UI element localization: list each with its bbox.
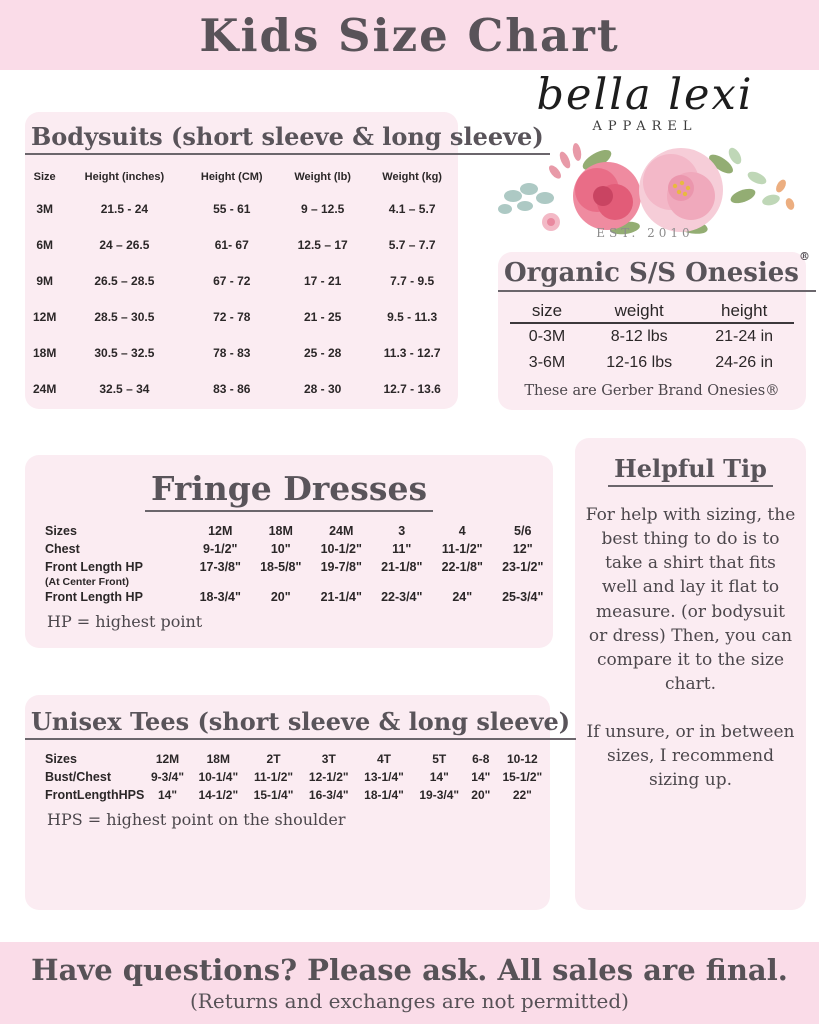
bodysuits-title: Bodysuits (short sleeve & long sleeve) [25, 122, 550, 155]
table-cell: 5.7 – 7.7 [388, 238, 436, 252]
table-cell: 12M [208, 524, 233, 538]
table-cell: 28.5 – 30.5 [94, 310, 155, 324]
table-cell [493, 576, 554, 588]
table-cell: 3 [398, 524, 406, 538]
table-cell: 6M [36, 238, 53, 252]
table-cell: 28 - 30 [303, 382, 342, 396]
table-cell: 10-1/2" [320, 542, 362, 556]
table-cell: 17-3/8" [199, 560, 241, 574]
onesies-header-row [510, 300, 793, 323]
tees-note: HPS = highest point on the shoulder [47, 810, 346, 829]
table-row [25, 522, 553, 540]
table-cell: 24M [329, 524, 354, 538]
table-cell: 9-3/4" [150, 770, 185, 784]
table-cell: 0-3M [528, 328, 566, 345]
table-cell: 5/6 [514, 524, 532, 538]
table-cell [190, 576, 251, 588]
watercolor-flowers-illustration [485, 134, 805, 238]
table-cell: 12" [512, 542, 533, 556]
tees-table-body [25, 750, 550, 804]
table-cell: 11" [392, 542, 412, 556]
table-cell: 12-16 lbs [606, 354, 673, 371]
table-cell: 10-12 [507, 752, 538, 766]
bodysuits-column-header: Weight (lb) [294, 171, 351, 183]
table-row [510, 350, 793, 376]
table-row [25, 558, 553, 576]
table-cell: 24 – 26.5 [99, 238, 150, 252]
table-cell: 15-1/2" [502, 770, 543, 784]
table-cell: 21-1/4" [320, 590, 362, 604]
table-row [25, 371, 458, 407]
table-cell: 12.7 - 13.6 [383, 382, 441, 396]
table-cell: 55 - 61 [213, 202, 251, 216]
table-cell: 10" [270, 542, 291, 556]
table-cell: 11-1/2" [254, 770, 294, 784]
table-cell [311, 576, 372, 588]
table-cell: 18-5/8" [260, 560, 302, 574]
brand-subtitle: APPAREL [592, 119, 698, 134]
table-cell: 9-1/2" [203, 542, 238, 556]
table-row [510, 323, 793, 350]
title-banner [0, 0, 819, 70]
table-cell: 12M [33, 310, 57, 324]
table-row [25, 768, 550, 786]
fringe-note: HP = highest point [47, 612, 203, 631]
onesies-note: These are Gerber Brand Onesies® [524, 383, 780, 399]
table-row [25, 191, 458, 227]
bodysuits-column-header: Height (inches) [84, 171, 165, 183]
row-label: FrontLengthHPS [45, 788, 145, 802]
flowers-icon [485, 134, 805, 238]
table-cell: 14" [157, 788, 178, 802]
table-cell: 18M [206, 752, 230, 766]
tees-title: Unisex Tees (short sleeve & long sleeve) [25, 707, 576, 740]
table-row [25, 786, 550, 804]
tees-table [25, 750, 550, 804]
footer-line-1: Have questions? Please ask. All sales are final. [31, 953, 788, 987]
onesies-panel [498, 250, 810, 410]
brand-name: bella lexi [536, 70, 754, 120]
brand-established: EST. 2010 [596, 226, 694, 240]
helpful-tip-paragraph-1: For help with sizing, the best thing to do is to take a shirt that fits well and lay it flat to measure. (or bodysuit or dress) Then, you can compare it to the size chart. [585, 505, 796, 694]
table-row [25, 335, 458, 371]
fringe-dresses-panel [25, 455, 553, 648]
onesies-title [498, 250, 816, 292]
row-label: Front Length HP [45, 590, 143, 604]
table-cell: 11.3 - 12.7 [383, 346, 441, 360]
table-cell: 14" [471, 770, 491, 784]
table-cell: 18-1/4" [364, 788, 404, 802]
row-label: Chest [45, 542, 80, 556]
table-cell: 19-7/8" [320, 560, 362, 574]
table-cell: 2T [266, 752, 281, 766]
table-cell: 3T [321, 752, 336, 766]
table-cell: 14" [429, 770, 449, 784]
table-cell: 67 - 72 [213, 274, 251, 288]
table-cell: 10-1/4" [198, 770, 239, 784]
table-cell: 5T [432, 752, 447, 766]
table-cell: 11-1/2" [441, 542, 483, 556]
table-cell: 24M [33, 382, 57, 396]
bodysuits-table-body [25, 191, 458, 407]
table-cell: 72 - 78 [213, 310, 251, 324]
table-cell: 30.5 – 32.5 [94, 346, 155, 360]
table-cell: 3-6M [528, 354, 566, 371]
onesies-column-header: size [510, 300, 583, 323]
helpful-tip-title: Helpful Tip [608, 454, 773, 487]
bodysuits-column-header: Weight (kg) [382, 171, 442, 183]
bodysuits-panel [25, 112, 544, 409]
fringe-table-body [25, 522, 553, 606]
row-label: Bust/Chest [45, 770, 111, 784]
table-cell [251, 576, 312, 588]
table-row [25, 299, 458, 335]
onesies-column-header: height [695, 300, 794, 323]
bodysuits-table [25, 163, 458, 407]
helpful-tip-paragraph-2: If unsure, or in between sizes, I recommend sizing up. [586, 722, 795, 791]
table-cell: 16-3/4" [308, 788, 349, 802]
table-cell: 22-1/8" [441, 560, 483, 574]
bodysuits-column-header: Size [33, 171, 56, 183]
table-cell: 21.5 - 24 [100, 202, 149, 216]
table-cell: 24" [452, 590, 473, 604]
bodysuits-header-row [25, 163, 458, 191]
table-cell: 25-3/4" [502, 590, 544, 604]
registered-trademark-symbol: ® [798, 250, 810, 263]
table-row [25, 540, 553, 558]
table-cell: 21 - 25 [303, 310, 342, 324]
row-label: Front Length HP [45, 560, 143, 574]
table-cell: 8-12 lbs [610, 328, 668, 345]
page-title: Kids Size Chart [199, 8, 620, 62]
table-row [25, 263, 458, 299]
table-cell: 4 [458, 524, 466, 538]
fringe-title: Fringe Dresses [145, 469, 433, 512]
row-label: Sizes [45, 524, 77, 538]
table-cell: 25 - 28 [303, 346, 342, 360]
table-cell: 18M [33, 346, 57, 360]
table-cell: 20" [270, 590, 291, 604]
helpful-tip-panel [575, 438, 806, 910]
table-cell: 18M [268, 524, 293, 538]
table-cell: 7.7 - 9.5 [390, 274, 435, 288]
footer-banner [0, 942, 819, 1024]
table-cell: 9M [36, 274, 53, 288]
table-cell: 6-8 [472, 752, 490, 766]
table-cell: 21-1/8" [381, 560, 423, 574]
table-cell: 19-3/4" [419, 788, 460, 802]
table-cell: 14-1/2" [198, 788, 239, 802]
table-cell: 26.5 – 28.5 [94, 274, 155, 288]
table-cell: 9 – 12.5 [300, 202, 345, 216]
brand-logo [478, 70, 812, 252]
table-cell: 61- 67 [214, 238, 249, 252]
table-cell: 12.5 – 17 [297, 238, 348, 252]
onesies-column-header: weight [584, 300, 695, 323]
fringe-table [25, 522, 553, 606]
table-cell: 24-26 in [715, 354, 774, 371]
table-cell: 22" [512, 788, 532, 802]
table-cell: 20" [471, 788, 491, 802]
bodysuits-column-header: Height (CM) [200, 171, 263, 183]
row-label: Sizes [45, 752, 77, 766]
table-row [25, 576, 553, 588]
table-cell: 12-1/2" [308, 770, 349, 784]
table-cell: 4T [377, 752, 392, 766]
table-cell: 9.5 - 11.3 [387, 310, 438, 324]
table-cell: 18-3/4" [199, 590, 241, 604]
table-cell: 17 - 21 [303, 274, 342, 288]
table-cell [372, 576, 433, 588]
footer-line-2: (Returns and exchanges are not permitted) [190, 989, 629, 1013]
table-cell: 32.5 – 34 [99, 382, 150, 396]
table-cell: 23-1/2" [502, 560, 544, 574]
table-row [25, 750, 550, 768]
table-cell: 4.1 – 5.7 [388, 202, 436, 216]
table-cell: 78 - 83 [213, 346, 251, 360]
table-cell: 21-24 in [715, 328, 774, 345]
unisex-tees-panel [25, 695, 571, 910]
table-cell: 83 - 86 [213, 382, 251, 396]
onesies-title-text: Organic S/S Onesies [504, 258, 799, 288]
table-row [25, 588, 553, 606]
table-row [25, 227, 458, 263]
table-cell: 12M [155, 752, 180, 766]
table-cell: 22-3/4" [381, 590, 423, 604]
onesies-table [510, 300, 793, 376]
table-cell: 13-1/4" [364, 770, 404, 784]
onesies-table-body [510, 323, 793, 376]
table-cell: 15-1/4" [253, 788, 294, 802]
table-cell: 3M [36, 202, 53, 216]
row-label: (At Center Front) [45, 576, 129, 588]
table-cell [432, 576, 493, 588]
